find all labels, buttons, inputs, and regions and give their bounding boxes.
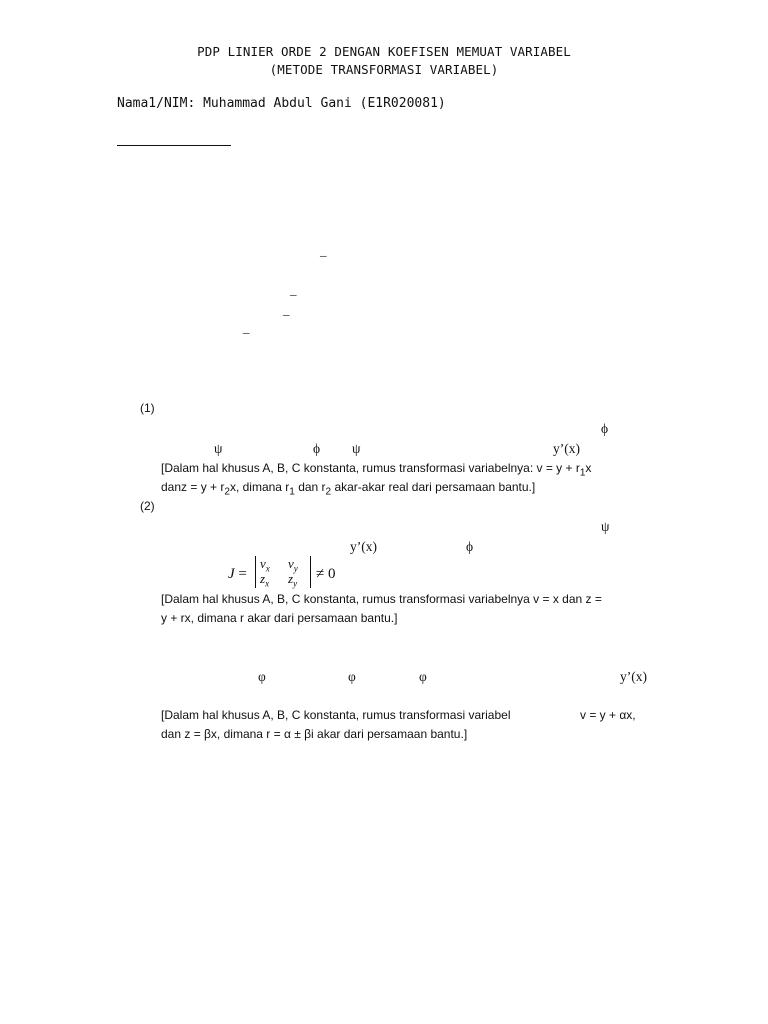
y-prime-x: y’(x) <box>553 441 580 456</box>
varphi-symbol: φ <box>258 669 266 684</box>
psi-symbol: ψ <box>214 441 223 456</box>
section-number-2: (2) <box>140 499 155 513</box>
note-1-line-2: danz = $y + r_2x$, dimana $r_1$ dan $r_2$ akar-akar real dari persamaan bantu.] <box>161 480 536 498</box>
dash-mark: _ <box>320 243 327 258</box>
note-3-line-2: dan z = βx, dimana r = α ± βi akar dari persamaan bantu.] <box>161 727 468 741</box>
phi-symbol: ϕ <box>313 441 321 456</box>
phi-symbol: ϕ <box>601 421 609 436</box>
y-prime-x: y’(x) <box>620 669 647 684</box>
jacobian-cell-zx: $z_x$ <box>260 571 270 589</box>
psi-symbol: ψ <box>601 519 610 534</box>
dash-mark: _ <box>290 282 297 297</box>
note-2-line-2: y + rx, dimana r akar dari persamaan bantu.] <box>161 611 398 625</box>
separator-line <box>117 145 231 146</box>
jacobian-cell-vx: $v_x$ <box>260 556 270 574</box>
jacobian-lhs: J = <box>228 566 247 582</box>
note-2-line-1: [Dalam hal khusus A, B, C konstanta, rumus transformasi variabelnya v = x dan z = <box>161 592 602 606</box>
jacobian-cell-vy: $v_y$ <box>288 556 298 574</box>
note-3-line-1-formula: v = y + αx, <box>580 708 636 722</box>
dash-mark: _ <box>243 320 250 335</box>
section-number-1: (1) <box>140 401 155 415</box>
dash-mark: _ <box>283 302 290 317</box>
note-3-line-1: [Dalam hal khusus A, B, C konstanta, rumus transformasi variabel <box>161 708 511 722</box>
varphi-symbol: φ <box>348 669 356 684</box>
document-title-line2: (METODE TRANSFORMASI VARIABEL) <box>269 62 499 77</box>
note-1-line-1: [Dalam hal khusus A, B, C konstanta, rumus transformasi variabelnya: $v = y + r_1x$ <box>161 461 592 479</box>
jacobian-rhs: ≠ 0 <box>316 566 336 582</box>
jacobian-cell-zy: $z_y$ <box>288 571 298 589</box>
y-prime-x: y’(x) <box>350 539 377 554</box>
author-line: Nama1/NIM: Muhammad Abdul Gani (E1R020081) <box>117 96 446 111</box>
jacobian-determinant <box>255 556 311 588</box>
varphi-symbol: φ <box>419 669 427 684</box>
document-title-line1: PDP LINIER ORDE 2 DENGAN KOEFISEN MEMUAT VARIABEL <box>197 44 571 59</box>
phi-symbol: ϕ <box>466 539 474 554</box>
psi-symbol: ψ <box>352 441 361 456</box>
